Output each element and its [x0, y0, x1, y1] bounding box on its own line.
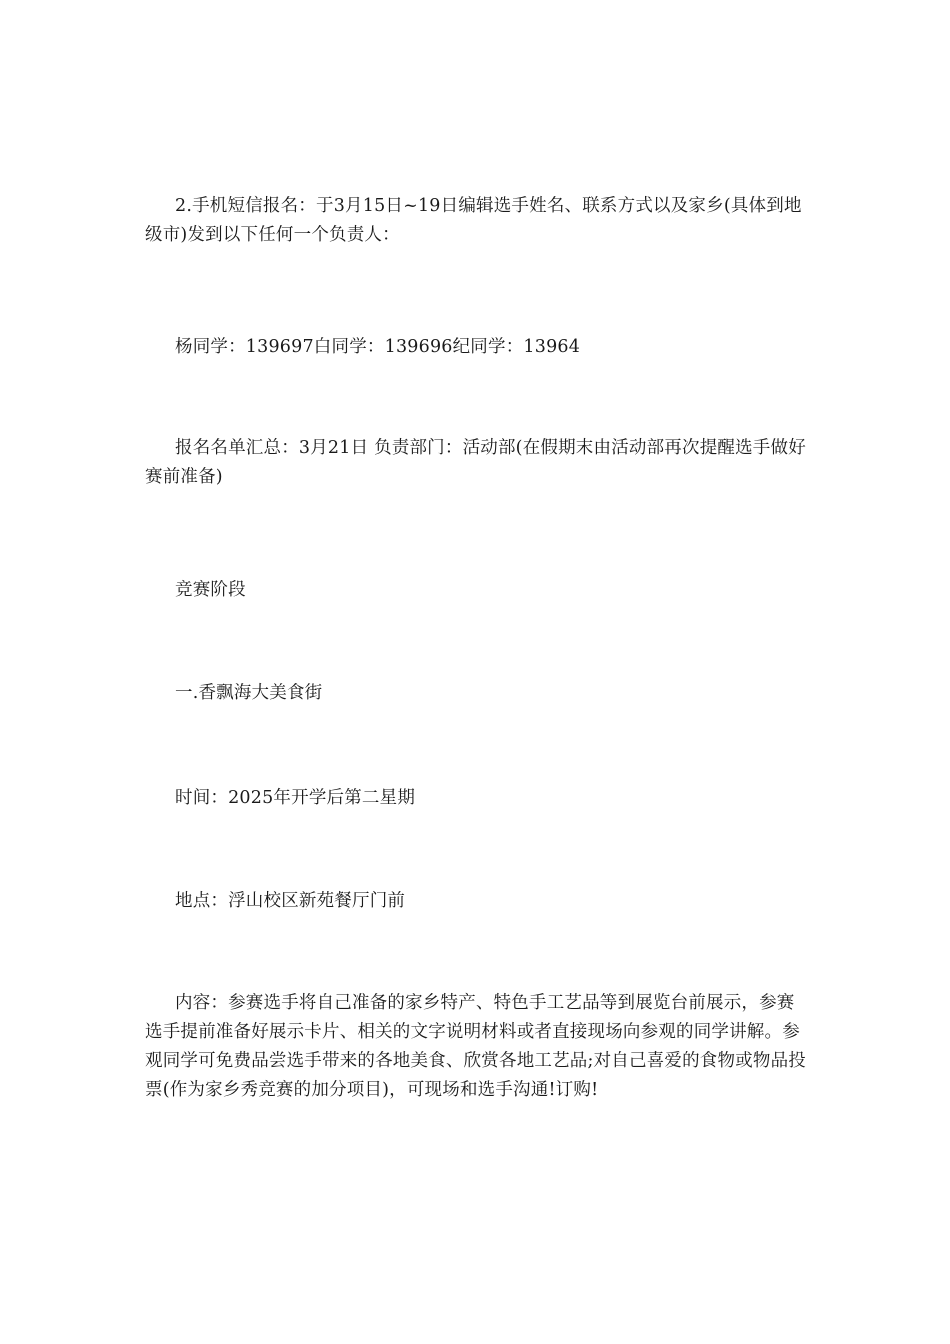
paragraph-sms-registration: 2.手机短信报名：于3月15日~19日编辑选手姓名、联系方式以及家乡(具体到地级市)发到以下任何一个负责人： — [145, 196, 802, 245]
subsection-heading-food-street: 一.香飘海大美食街 — [175, 683, 323, 703]
section-heading-competition-stage: 竞赛阶段 — [175, 580, 246, 600]
paragraph-time: 时间：2025年开学后第二星期 — [175, 788, 416, 808]
paragraph-contact-numbers: 杨同学：139697白同学：139696纪同学：13964 — [175, 337, 581, 357]
paragraph-list-summary: 报名名单汇总：3月21日 负责部门：活动部(在假期末由活动部再次提醒选手做好赛前准备) — [145, 438, 806, 487]
paragraph-location: 地点：浮山校区新苑餐厅门前 — [175, 891, 406, 911]
paragraph-content: 内容：参赛选手将自己准备的家乡特产、特色手工艺品等到展览台前展示，参赛选手提前准备好展示卡片、相关的文字说明材料或者直接现场向参观的同学讲解。参观同学可免费品尝选手带来的各地美食、欣赏各地工艺品;对自己喜爱的食物或物品投票(作为家乡秀竞赛的加分项目)，可现场和选手沟通!订购! — [145, 993, 806, 1100]
